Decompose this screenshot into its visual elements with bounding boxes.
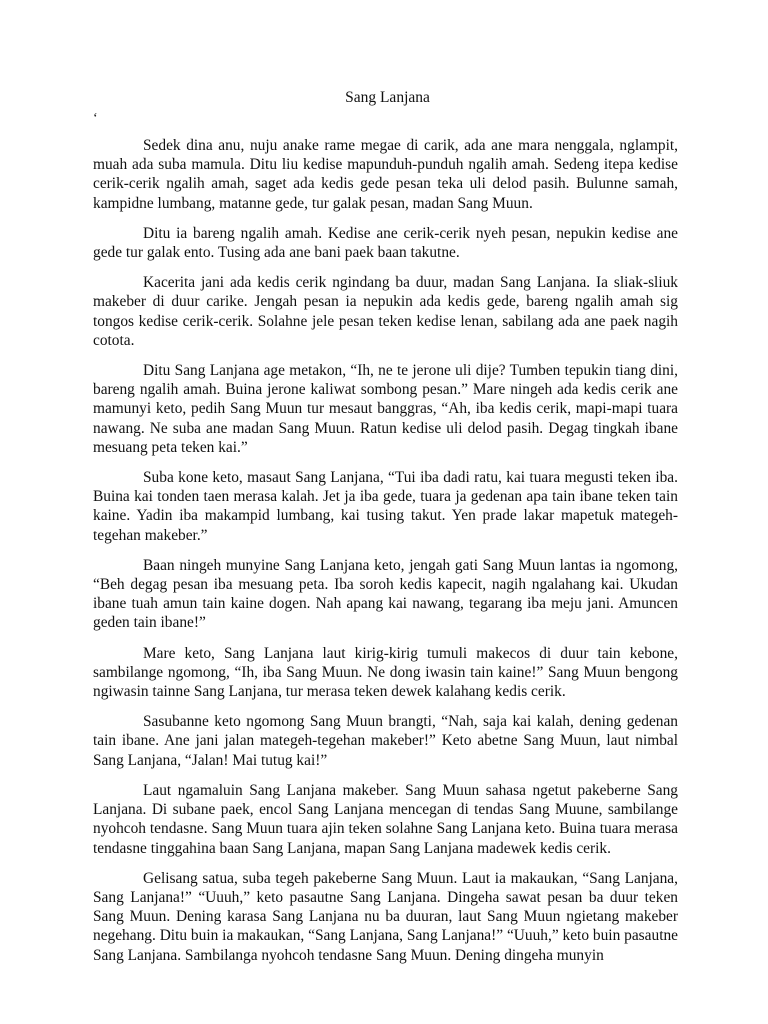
paragraph-9: Laut ngamaluin Sang Lanjana makeber. Sang Muun sahasa ngetut pakeberne Sang Lanjana. Di subane paek, encol Sang Lanjana mencegan di tendas Sang Muune, sambilange nyohcoh tendasne. Sang Muun tuara ajin teken solahne Sang Lanjana keto. Buina tuara merasa tendasne tinggahina baan Sang Lanjana, mapan Sang Lanjana madewek kedis cerik. <box>93 781 678 857</box>
paragraph-6: Baan ningeh munyine Sang Lanjana keto, jengah gati Sang Muun lantas ia ngomong, “Beh degag pesan iba mesuang peta. Iba soroh kedis kapecit, nagih ngalahang kai. Ukudan ibane tuah amun tain kaine dogen. Nah apang kai nawang, tegarang iba meju jani. Amuncen geden tain ibane!” <box>93 556 678 632</box>
paragraph-2: Ditu ia bareng ngalih amah. Kedise ane cerik-cerik nyeh pesan, nepukin kedise ane gede tur galak ento. Tusing ada ane bani paek baan takutne. <box>93 224 678 262</box>
paragraph-8: Sasubanne keto ngomong Sang Muun brangti, “Nah, saja kai kalah, dening gedenan tain ibane. Ane jani jalan mategeh-tegehan makeber!” Keto abetne Sang Muun, laut nimbal Sang Lanjana, “Jalan! Mai tutug kai!” <box>93 713 678 769</box>
paragraph-4: Ditu Sang Lanjana age metakon, “Ih, ne te jerone uli dije? Tumben tepukin tiang dini, bareng ngalih amah. Buina jerone kaliwat sombong pesan.” Mare ningeh ada kedis cerik ane mamunyi keto, pedih Sang Muun tur mesaut banggras, “Ah, iba kedis cerik, mapi-mapi tuara nawang. Ne suba ane madan Sang Muun. Ratun kedise uli delod pasih. Degag tingkah ibane mesuang peta teken kai.” <box>93 362 678 456</box>
paragraph-7: Mare keto, Sang Lanjana laut kirig-kirig tumuli makecos di duur tain kebone, sambilange ngomong, “Ih, iba Sang Muun. Ne dong iwasin tain kaine!” Sang Muun bengong ngiwasin tainne Sang Lanjana, tur merasa teken dewek kalahang kedis cerik. <box>93 644 678 701</box>
document-title: Sang Lanjana <box>345 89 430 106</box>
paragraph-3: Kacerita jani ada kedis cerik ngindang ba duur, madan Sang Lanjana. Ia sliak-sliuk makeber di duur carike. Jengah pesan ia nepukin ada kedis gede, bareng ngalih amah sig tongos kedise cerik-cerik. Solahne jele pesan teken kedise lenan, sabilang ada ane paek nagih cotota. <box>93 274 678 349</box>
paragraph-1: Sedek dina anu, nuju anake rame megae di carik, ada ane mara nenggala, nglampit, muah ada suba mamula. Ditu liu kedise mapunduh-punduh ngalih amah. Sedeng itepa kedise cerik-cerik ngalih amah, saget ada kedis gede pesan teka uli delod pasih. Bulunne samah, kampidne lumbang, matanne gede, tur galak pesan, madan Sang Muun. <box>93 137 678 212</box>
paragraph-10: Gelisang satua, suba tegeh pakeberne Sang Muun. Laut ia makaukan, “Sang Lanjana, Sang Lanjana!” “Uuuh,” keto pasautne Sang Lanjana. Dingeha sawat pesan ba duur teken Sang Muun. Dening karasa Sang Lanjana nu ba duuran, laut Sang Muun ngietang makeber negehang. Ditu buin ia makaukan, “Sang Lanjana, Sang Lanjana!” “Uuuh,” keto buin pasautne Sang Lanjana. Sambilanga nyohcoh tendasne Sang Muun. Dening dingeha munyin <box>93 869 678 964</box>
stray-mark: ‘ <box>93 111 98 126</box>
paragraph-5: Suba kone keto, masaut Sang Lanjana, “Tui iba dadi ratu, kai tuara megusti teken iba. Buina kai tonden taen merasa kalah. Jet ja iba gede, tuara ja gedenan apa tain ibane teken tain kaine. Yadin iba makampid lumbang, kai tusing takut. Yen prade lakar mapetuk mategeh-tegehan makeber.” <box>93 469 678 544</box>
